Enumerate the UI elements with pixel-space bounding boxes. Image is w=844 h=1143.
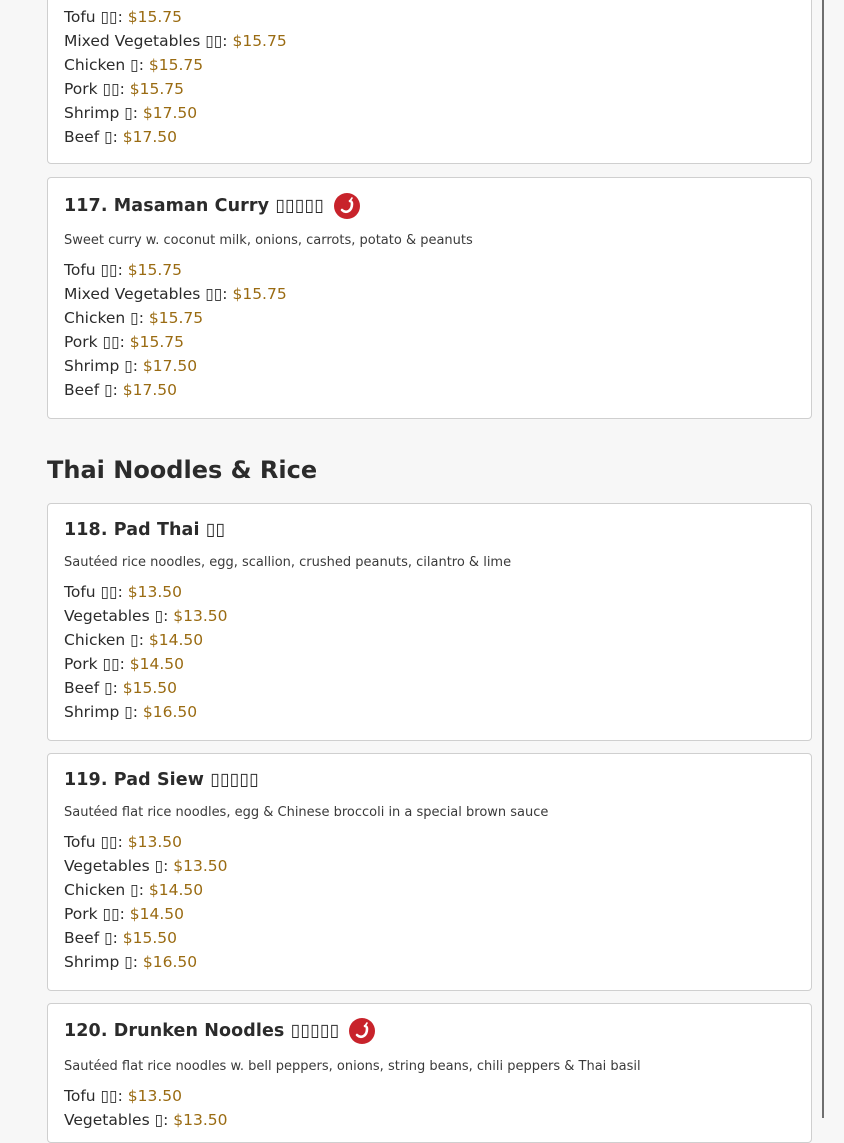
menu-item-title (64, 1017, 375, 1045)
option-price: $17.50 (142, 104, 198, 122)
option-price: $16.50 (142, 703, 198, 721)
option-label: Chicken ▯: (64, 631, 144, 649)
menu-item-card (47, 753, 812, 991)
option-label: Tofu ▯▯: (64, 261, 123, 279)
option-price: $13.50 (173, 607, 228, 625)
option-price: $13.50 (173, 857, 228, 875)
option-label: Mixed Vegetables ▯▯: (64, 32, 228, 50)
price-option (64, 29, 287, 53)
item-thai-name: ▯▯▯▯▯ (275, 196, 324, 216)
option-label: Vegetables ▯: (64, 607, 169, 625)
item-number: 119. (64, 770, 108, 790)
item-name: Pad Thai (113, 520, 200, 540)
item-name: Drunken Noodles (113, 1021, 285, 1041)
price-option (64, 950, 228, 974)
option-price: $15.75 (129, 333, 185, 351)
menu-item-card (47, 0, 812, 164)
option-price: $14.50 (148, 631, 204, 649)
price-option (64, 700, 228, 724)
option-label: Pork ▯▯: (64, 905, 125, 923)
price-option (64, 854, 228, 878)
price-option (64, 378, 287, 402)
option-price: $17.50 (122, 381, 178, 399)
price-list (64, 1084, 228, 1132)
price-option (64, 258, 287, 282)
item-description: Sweet curry w. coconut milk, onions, carrots, potato & peanuts (64, 233, 473, 248)
menu-item-title (64, 767, 259, 793)
option-price: $15.75 (127, 8, 182, 26)
item-number: 117. (64, 196, 108, 216)
price-option (64, 580, 228, 604)
price-option (64, 830, 228, 854)
option-label: Tofu ▯▯: (64, 583, 123, 601)
price-option (64, 53, 287, 77)
price-option (64, 902, 228, 926)
option-price: $14.50 (148, 881, 204, 899)
menu-item-card (47, 177, 812, 419)
option-label: Shrimp ▯: (64, 703, 138, 721)
option-label: Pork ▯▯: (64, 80, 125, 98)
option-label: Beef ▯: (64, 929, 118, 947)
price-option (64, 354, 287, 378)
option-label: Tofu ▯▯: (64, 833, 123, 851)
option-label: Beef ▯: (64, 679, 118, 697)
option-price: $13.50 (127, 1087, 182, 1105)
option-price: $17.50 (122, 128, 178, 146)
price-option (64, 878, 228, 902)
price-option (64, 306, 287, 330)
menu-item-card (47, 503, 812, 741)
item-description: Sautéed flat rice noodles w. bell peppers, onions, string beans, chili peppers & Thai basil (64, 1059, 641, 1074)
price-list (64, 580, 228, 724)
item-description: Sautéed rice noodles, egg, scallion, crushed peanuts, cilantro & lime (64, 555, 512, 570)
option-label: Shrimp ▯: (64, 104, 138, 122)
option-label: Shrimp ▯: (64, 357, 138, 375)
chili-pepper-icon (334, 193, 360, 219)
option-label: Vegetables ▯: (64, 1111, 169, 1129)
item-name: Pad Siew (113, 770, 205, 790)
option-label: Tofu ▯▯: (64, 8, 123, 26)
price-option (64, 5, 287, 29)
menu-item-card (47, 1003, 812, 1143)
option-label: Chicken ▯: (64, 881, 144, 899)
option-price: $15.50 (122, 929, 178, 947)
menu-item-title (64, 517, 225, 543)
price-option (64, 330, 287, 354)
item-thai-name: ▯▯▯▯▯ (210, 770, 259, 790)
price-list (64, 258, 287, 402)
item-thai-name: ▯▯▯▯▯ (290, 1021, 340, 1041)
option-price: $15.75 (232, 32, 287, 50)
option-label: Beef ▯: (64, 128, 118, 146)
option-label: Chicken ▯: (64, 309, 144, 327)
option-label: Chicken ▯: (64, 56, 144, 74)
item-number: 120. (64, 1021, 108, 1041)
option-price: $15.50 (122, 679, 178, 697)
option-price: $13.50 (127, 583, 182, 601)
option-price: $15.75 (148, 56, 204, 74)
item-description: Sautéed flat rice noodles, egg & Chinese broccoli in a special brown sauce (64, 805, 549, 820)
price-option (64, 125, 287, 149)
price-list (64, 830, 228, 974)
option-price: $13.50 (127, 833, 182, 851)
option-price: $15.75 (127, 261, 182, 279)
price-option (64, 1084, 228, 1108)
price-option (64, 604, 228, 628)
option-price: $15.75 (232, 285, 287, 303)
option-price: $15.75 (129, 80, 185, 98)
price-option (64, 1108, 228, 1132)
option-price: $16.50 (142, 953, 198, 971)
option-price: $14.50 (129, 905, 185, 923)
chili-pepper-icon (349, 1018, 375, 1044)
option-label: Pork ▯▯: (64, 655, 125, 673)
price-option (64, 77, 287, 101)
option-price: $13.50 (173, 1111, 228, 1129)
option-label: Tofu ▯▯: (64, 1087, 123, 1105)
price-option (64, 676, 228, 700)
option-price: $14.50 (129, 655, 185, 673)
price-option (64, 101, 287, 125)
price-list (64, 5, 287, 149)
item-number: 118. (64, 520, 108, 540)
option-label: Shrimp ▯: (64, 953, 138, 971)
price-option (64, 282, 287, 306)
option-label: Vegetables ▯: (64, 857, 169, 875)
page-scrollbar-edge (822, 0, 824, 1118)
option-label: Pork ▯▯: (64, 333, 125, 351)
price-option (64, 652, 228, 676)
menu-item-title (64, 192, 360, 220)
price-option (64, 628, 228, 652)
section-heading: Thai Noodles & Rice (47, 456, 318, 484)
option-label: Mixed Vegetables ▯▯: (64, 285, 228, 303)
option-price: $15.75 (148, 309, 204, 327)
option-price: $17.50 (142, 357, 198, 375)
item-name: Masaman Curry (113, 196, 270, 216)
option-label: Beef ▯: (64, 381, 118, 399)
price-option (64, 926, 228, 950)
item-thai-name: ▯▯ (205, 520, 226, 540)
